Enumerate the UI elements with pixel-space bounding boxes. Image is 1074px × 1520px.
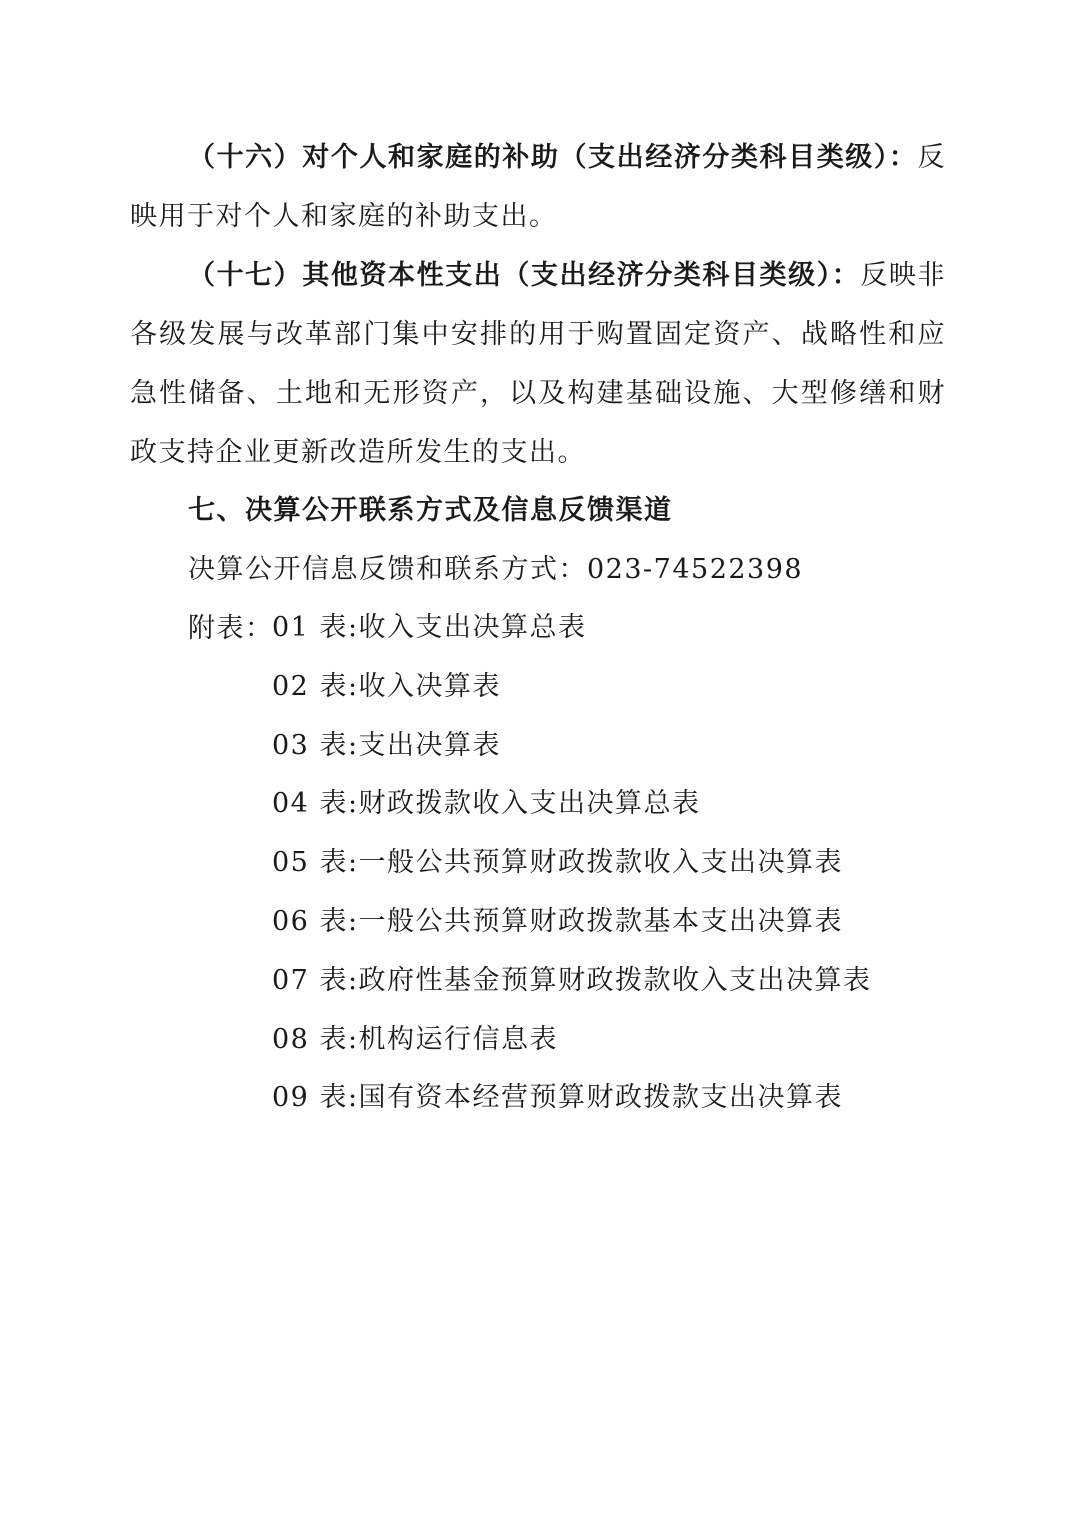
item-17-body: 反映非各级发展与改革部门集中安排的用于购置固定资产、战略性和应急性储备、土地和无形资产，以及构建基础设施、大型修缮和财政支持企业更新改造所发生的支出。: [130, 260, 947, 468]
attachments-label: 附表：: [188, 613, 274, 644]
attachment-item: 02 表:收入决算表: [272, 670, 502, 702]
attachment-item: 07 表:政府性基金预算财政拨款收入支出决算表: [272, 964, 872, 996]
attachment-item: 06 表:一般公共预算财政拨款基本支出决算表: [272, 905, 844, 937]
attachment-item: 03 表:支出决算表: [272, 729, 502, 761]
item-17-title: （十七）其他资本性支出（支出经济分类科目类级）：: [188, 260, 861, 291]
attachment-item: 05 表:一般公共预算财政拨款收入支出决算表: [272, 847, 844, 879]
item-16-title: （十六）对个人和家庭的补助（支出经济分类科目类级）：: [188, 142, 918, 173]
attachment-item: 01 表:收入支出决算总表: [272, 612, 587, 643]
item-16-body: 反映用于对个人和家庭的补助支出。: [130, 142, 946, 232]
contact-line: 决算公开信息反馈和联系方式：023-74522398: [188, 554, 804, 585]
attachment-item: 09 表:国有资本经营预算财政拨款支出决算表: [272, 1082, 844, 1114]
paragraph-item-16: [130, 128, 946, 246]
section-heading-contact: 七、决算公开联系方式及信息反馈渠道: [188, 495, 673, 526]
paragraph-item-17: [130, 246, 946, 482]
attachment-item: 08 表:机构运行信息表: [272, 1023, 559, 1055]
attachment-item: 04 表:财政拨款收入支出决算总表: [272, 788, 701, 820]
attachments-list: [272, 599, 872, 1128]
